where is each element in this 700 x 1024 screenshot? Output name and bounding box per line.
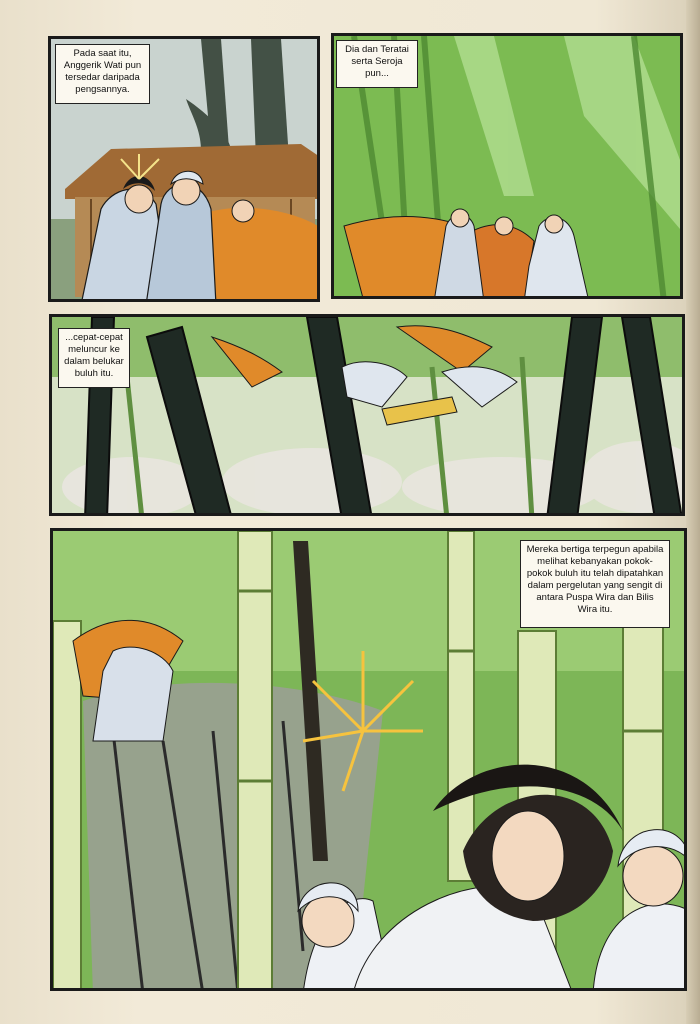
caption-panel-4: Mereka bertiga terpegun apabila melihat kebanyakan pokok-pokok buluh itu telah dipatahkan dalam pergelutan yang sengit di antara Puspa Wira dan Bilis Wira itu.: [520, 540, 670, 628]
caption-panel-1: Pada saat itu, Anggerik Wati pun tersedar daripada pengsannya.: [55, 44, 150, 104]
caption-panel-2: Dia dan Teratai serta Seroja pun...: [336, 40, 418, 88]
page-edge: [686, 0, 700, 1024]
caption-panel-3: ...cepat-cepat meluncur ke dalam belukar buluh itu.: [58, 328, 130, 388]
panel-3-art: [52, 317, 685, 516]
panel-3: [49, 314, 685, 516]
